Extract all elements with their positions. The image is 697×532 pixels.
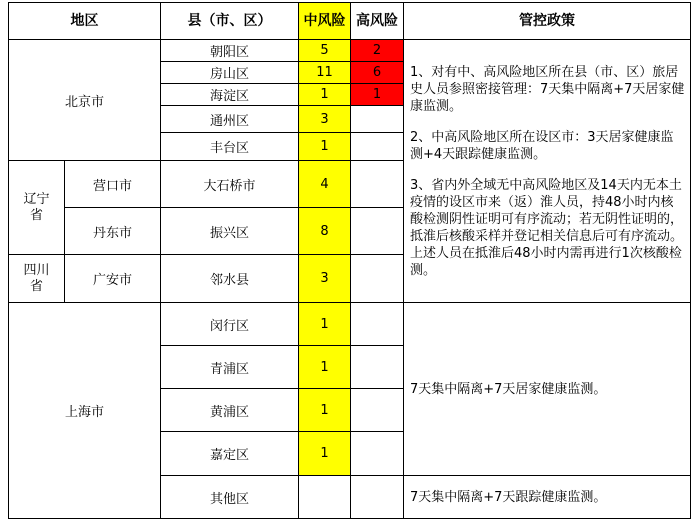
- city-cell: 丹东市: [65, 208, 161, 255]
- mid-risk-cell: 11: [299, 62, 351, 84]
- province-label: 四川省: [23, 262, 50, 294]
- county-cell: 丰台区: [161, 133, 299, 161]
- header-region: 地区: [9, 3, 161, 40]
- policy-item-1: 1、对有中、高风险地区所在县（市、区）旅居史人员参照密接管理：7天集中隔离+7天居家健康监测。: [410, 64, 685, 114]
- mid-risk-cell: 5: [299, 40, 351, 62]
- high-risk-cell: [351, 389, 404, 432]
- province-cell: 上海市: [9, 303, 161, 519]
- county-cell: 嘉定区: [161, 432, 299, 476]
- header-policy: 管控政策: [404, 3, 691, 40]
- high-risk-cell: 1: [351, 84, 404, 106]
- risk-table: [8, 2, 691, 519]
- mid-risk-cell: 8: [299, 208, 351, 255]
- mid-risk-cell: 3: [299, 106, 351, 133]
- policy-cell-main: [404, 40, 691, 303]
- county-cell: 房山区: [161, 62, 299, 84]
- policy-item-2: 2、中高风险地区所在设区市：3天居家健康监测+4天跟踪健康监测。: [410, 129, 674, 162]
- mid-risk-cell: 1: [299, 84, 351, 106]
- county-cell: 朝阳区: [161, 40, 299, 62]
- province-cell: [9, 161, 65, 255]
- mid-risk-cell: 1: [299, 303, 351, 346]
- mid-risk-cell: 1: [299, 389, 351, 432]
- high-risk-cell: [351, 133, 404, 161]
- header-county: 县（市、区）: [161, 3, 299, 40]
- header-high-risk: 高风险: [351, 3, 404, 40]
- county-cell: 邻水县: [161, 255, 299, 303]
- mid-risk-cell: 4: [299, 161, 351, 208]
- high-risk-cell: [351, 106, 404, 133]
- province-cell: 北京市: [9, 40, 161, 161]
- county-cell: 其他区: [161, 476, 299, 519]
- high-risk-cell: [351, 432, 404, 476]
- high-risk-cell: [351, 161, 404, 208]
- city-cell: 营口市: [65, 161, 161, 208]
- policy-cell-other: 7天集中隔离+7天跟踪健康监测。: [404, 476, 691, 519]
- province-cell: [9, 255, 65, 303]
- county-cell: 闵行区: [161, 303, 299, 346]
- county-cell: 青浦区: [161, 346, 299, 389]
- high-risk-cell: 6: [351, 62, 404, 84]
- high-risk-cell: [351, 208, 404, 255]
- city-cell: 广安市: [65, 255, 161, 303]
- high-risk-cell: 2: [351, 40, 404, 62]
- county-cell: 通州区: [161, 106, 299, 133]
- high-risk-cell: [351, 303, 404, 346]
- province-label: 辽宁省: [23, 191, 50, 223]
- county-cell: 黄浦区: [161, 389, 299, 432]
- high-risk-cell: [351, 346, 404, 389]
- mid-risk-cell: 1: [299, 432, 351, 476]
- policy-cell-shanghai: 7天集中隔离+7天居家健康监测。: [404, 303, 691, 476]
- mid-risk-cell: 1: [299, 346, 351, 389]
- header-mid-risk: 中风险: [299, 3, 351, 40]
- mid-risk-cell: 1: [299, 133, 351, 161]
- high-risk-cell: [351, 255, 404, 303]
- mid-risk-cell: 3: [299, 255, 351, 303]
- mid-risk-cell: [299, 476, 351, 519]
- high-risk-cell: [351, 476, 404, 519]
- county-cell: 海淀区: [161, 84, 299, 106]
- county-cell: 大石桥市: [161, 161, 299, 208]
- policy-item-3: 3、省内外全域无中高风险地区及14天内无本土疫情的设区市来（返）淮人员，持48小时内核酸检测阴性证明可有序流动；若无阴性证明的，抵淮后核酸采样并登记相关信息后可有序流动。上述人员在抵淮后48小时内需再进行1次核酸检测。: [410, 177, 684, 278]
- county-cell: 振兴区: [161, 208, 299, 255]
